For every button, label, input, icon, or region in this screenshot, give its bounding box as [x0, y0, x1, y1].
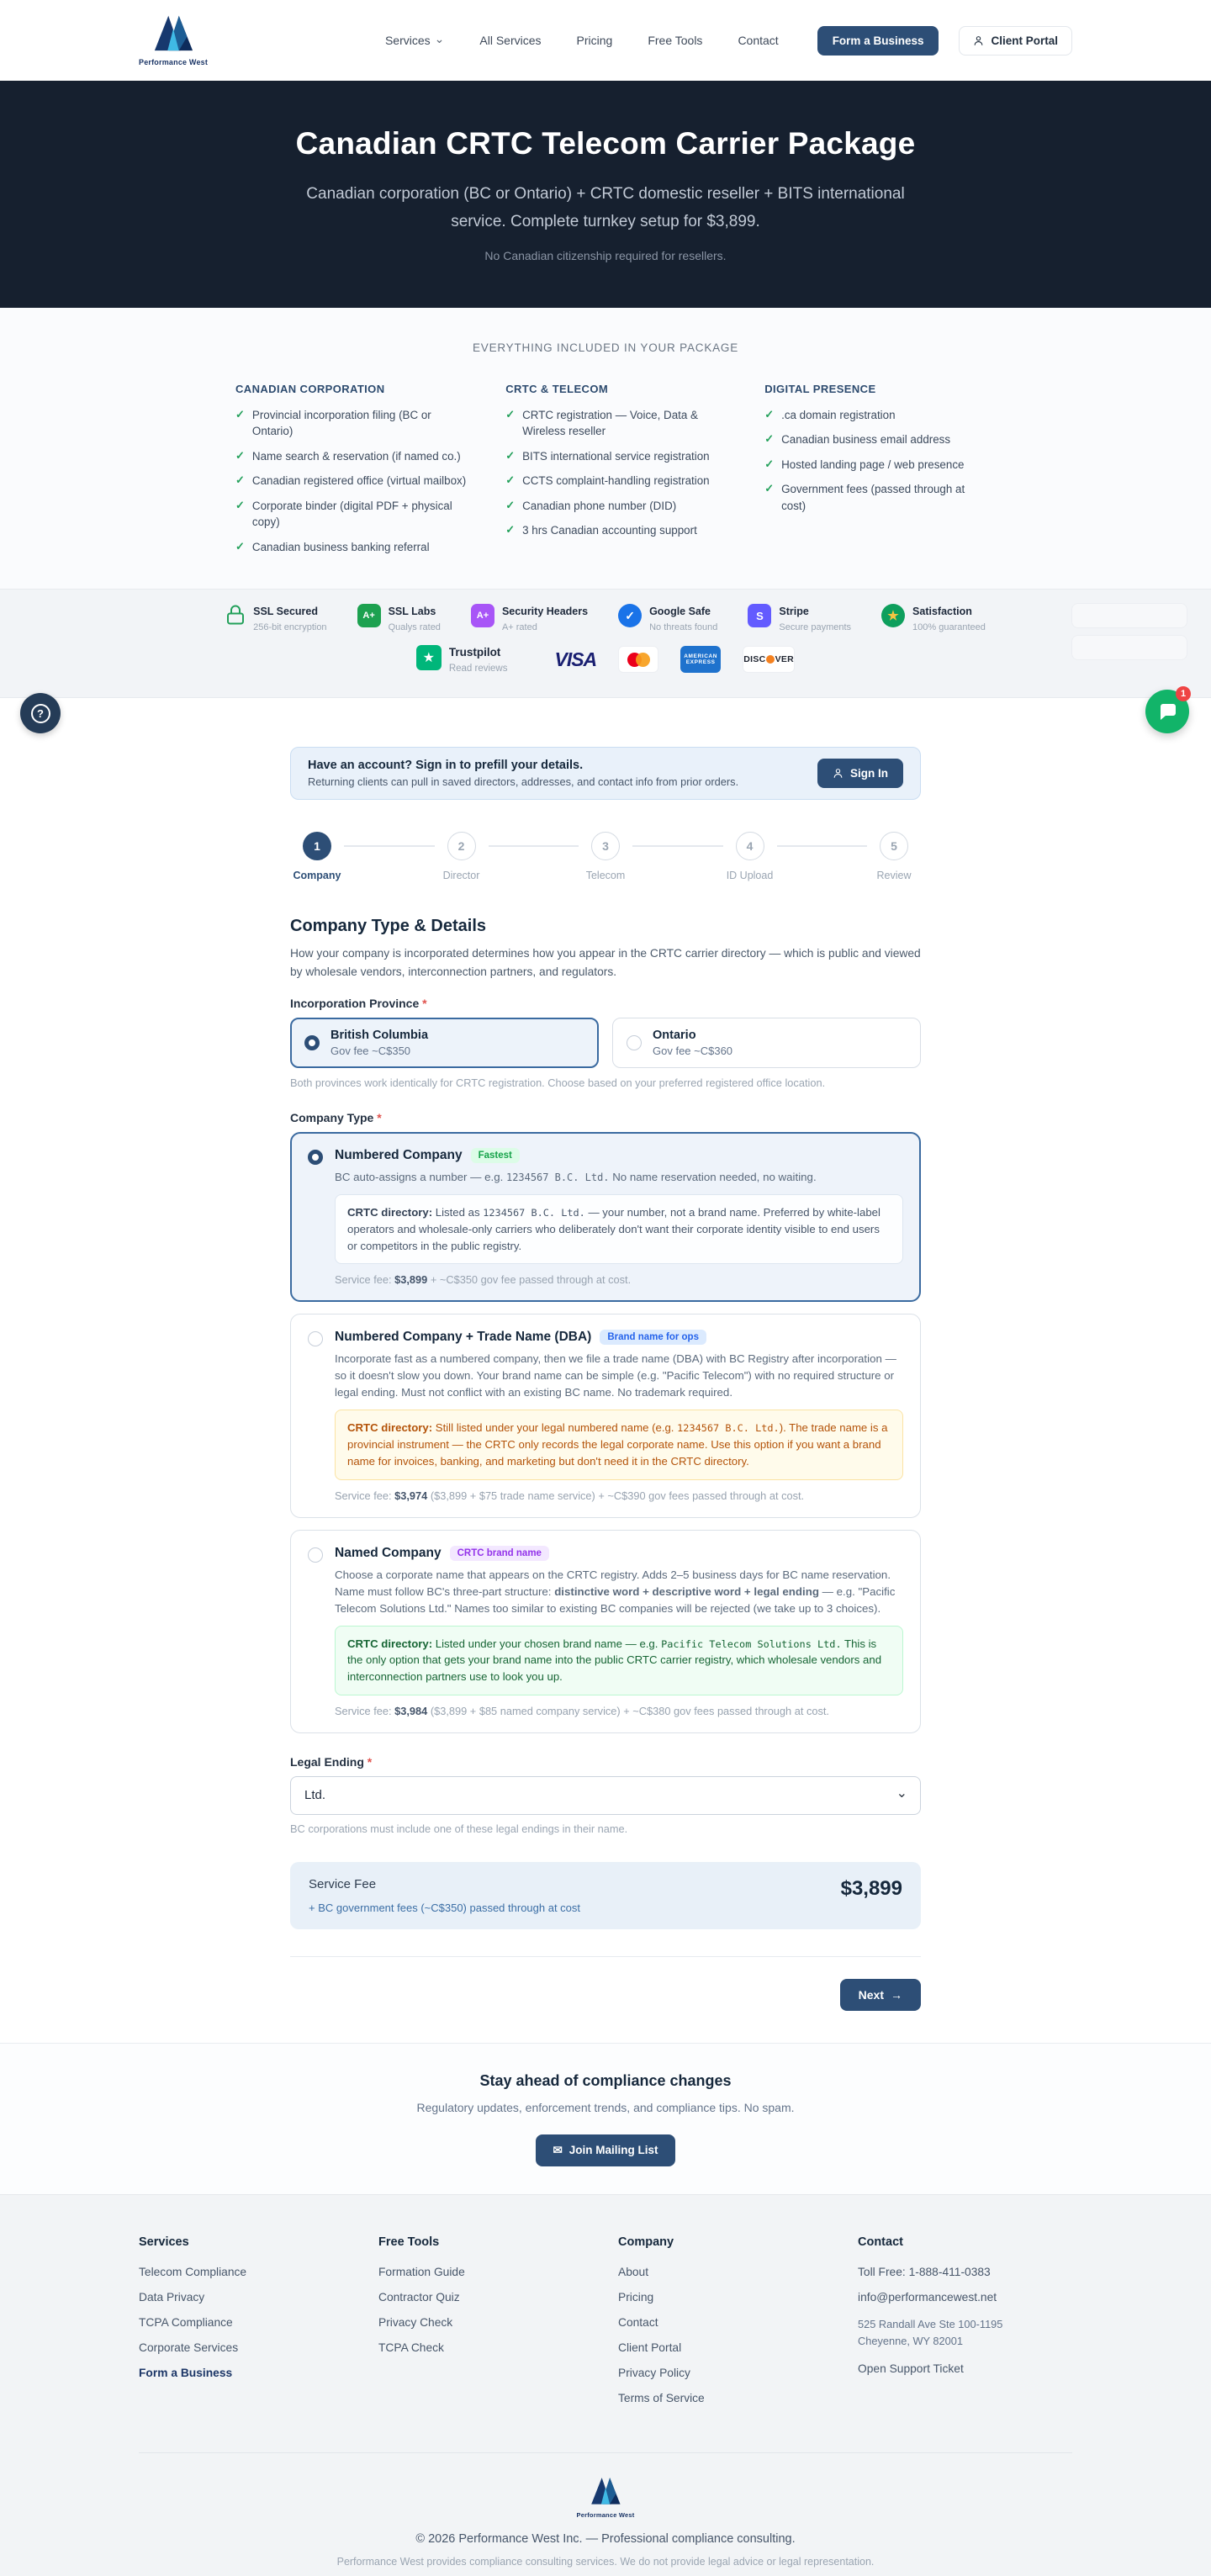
radio-selected[interactable]	[304, 1035, 320, 1050]
check-icon: ✓	[505, 408, 516, 421]
check-icon: ✓	[764, 457, 775, 470]
check-icon: ✓	[505, 473, 516, 487]
footer-link[interactable]: Privacy Check	[378, 2315, 453, 2329]
legal-ending-help: BC corporations must include one of these legal endings in their name.	[290, 1822, 628, 1835]
step-company[interactable]: 1 Company	[290, 832, 344, 881]
check-icon: ✓	[235, 408, 245, 421]
client-portal-button[interactable]: Client Portal	[959, 26, 1072, 56]
option-description: Incorporate fast as a numbered company, then we file a trade name (DBA) with BC Registry after incorporation — so it doesn't slow you down. Your brand name can be simple (e.g. "Pacific Telecom") with no required structure or legal ending. Must not conflict with an existing BC name. No trademark required.	[335, 1352, 896, 1399]
mail-icon: ✉	[553, 2143, 563, 2156]
column-heading: CANADIAN CORPORATION	[235, 383, 385, 395]
next-button[interactable]: Next →	[840, 1979, 921, 2011]
column-heading: DIGITAL PRESENCE	[764, 383, 876, 395]
service-fee-line: Service fee: $3,899 + ~C$350 gov fee passed through at cost.	[335, 1273, 632, 1287]
list-item: ✓ Canadian business email address	[764, 431, 976, 447]
check-icon: ✓	[235, 539, 245, 553]
service-fee-note: + BC government fees (~C$350) passed through at cost	[309, 1901, 581, 1914]
radio-unselected[interactable]	[627, 1035, 642, 1050]
list-item: ✓ Corporate binder (digital PDF + physical copy)	[235, 498, 468, 531]
list-item: ✓ 3 hrs Canadian accounting support	[505, 522, 727, 538]
service-fee-line: Service fee: $3,974 ($3,899 + $75 trade name service) + ~C$390 gov fees passed through at cost.	[335, 1489, 805, 1502]
nav-all-services[interactable]: All Services	[479, 34, 542, 47]
signin-subtitle: Returning clients can pull in saved directors, addresses, and contact info from prior orders.	[308, 775, 739, 788]
trustpilot-star-icon: ★	[416, 645, 442, 670]
step-director[interactable]: 2 Director	[435, 832, 489, 881]
included-section	[0, 308, 1211, 589]
radio-unselected[interactable]	[308, 1547, 323, 1563]
person-icon	[833, 768, 843, 779]
list-item: ✓ Hosted landing page / web presence	[764, 457, 976, 473]
form-a-business-button[interactable]: Form a Business	[817, 26, 939, 56]
stripe-icon: S	[748, 604, 771, 627]
footer-logo	[577, 2477, 635, 2519]
footer-phone[interactable]: Toll Free: 1-888-411-0383	[858, 2265, 991, 2278]
included-column-telecom	[505, 383, 727, 563]
sign-in-button[interactable]: Sign In	[817, 759, 903, 788]
column-heading: CRTC & TELECOM	[505, 383, 609, 395]
placeholder-badge	[1071, 603, 1187, 628]
included-column-corporation	[235, 383, 468, 563]
province-option-ontario[interactable]: Ontario Gov fee ~C$360	[612, 1018, 921, 1068]
person-icon	[973, 35, 984, 46]
step-connector	[344, 845, 435, 847]
legal-ending-select[interactable]	[290, 1776, 921, 1815]
required-asterisk: *	[367, 1754, 373, 1769]
footer-link[interactable]: TCPA Compliance	[139, 2315, 233, 2329]
footer-link[interactable]: About	[618, 2265, 649, 2278]
footer-link[interactable]: Contact	[618, 2315, 658, 2329]
brand-name-badge: Brand name for ops	[600, 1330, 706, 1345]
hero-subtitle: Canadian corporation (BC or Ontario) + CRTC domestic reseller + BITS international service. Complete turnkey setup for $3,899.	[306, 184, 905, 230]
step-review[interactable]: 5 Review	[867, 832, 921, 881]
footer-link-form-a-business[interactable]: Form a Business	[139, 2366, 233, 2379]
badge-security-headers: A+ Security Headers A+ rated	[471, 604, 588, 632]
help-button[interactable]	[20, 693, 61, 733]
province-help: Both provinces work identically for CRTC registration. Choose based on your preferred registered office location.	[290, 1076, 826, 1090]
discover-circle-icon	[766, 655, 775, 664]
fastest-badge: Fastest	[471, 1148, 520, 1163]
badge-google-safe: ✓ Google Safe No threats found	[618, 604, 717, 632]
amex-logo: AMERICAN EXPRESS	[680, 646, 721, 673]
required-asterisk: *	[422, 997, 427, 1011]
newsletter-subtitle: Regulatory updates, enforcement trends, and compliance tips. No spam.	[416, 2100, 795, 2114]
mountain-logo-icon	[590, 2477, 621, 2509]
footer-link[interactable]: Corporate Services	[139, 2341, 239, 2354]
footer-support-ticket[interactable]: Open Support Ticket	[858, 2362, 964, 2375]
divider	[290, 1956, 921, 1957]
step-connector	[489, 845, 579, 847]
option-title: Numbered Company + Trade Name (DBA)	[335, 1330, 592, 1345]
trustpilot-widget[interactable]: ★ Trustpilot Read reviews	[416, 645, 508, 674]
copyright: © 2026 Performance West Inc. — Professional compliance consulting.	[415, 2531, 796, 2546]
nav-free-tools[interactable]: Free Tools	[648, 34, 703, 47]
included-column-digital	[764, 383, 976, 563]
check-icon: ✓	[764, 408, 775, 421]
footer-column-contact: Contact Toll Free: 1-888-411-0383 info@performancewest.net 525 Randall Ave Ste 100-1195 Cheyenne, WY 82001 Open Support Ticket	[858, 2235, 1072, 2417]
footer-link[interactable]: Client Portal	[618, 2341, 682, 2354]
badge-satisfaction: ★ Satisfaction 100% guaranteed	[881, 604, 986, 632]
footer-column-free-tools: Free Tools Formation Guide Contractor Quiz Privacy Check TCPA Check	[378, 2235, 593, 2417]
service-fee-line: Service fee: $3,984 ($3,899 + $85 named company service) + ~C$380 gov fees passed through at cost.	[335, 1704, 829, 1717]
list-item: ✓ Provincial incorporation filing (BC or Ontario)	[235, 407, 468, 440]
mountain-logo-icon	[152, 14, 194, 56]
footer-link[interactable]: Formation Guide	[378, 2265, 465, 2278]
option-title: Numbered Company	[335, 1148, 463, 1163]
badge-ssl-labs: A+ SSL Labs Qualys rated	[357, 604, 441, 632]
step-telecom[interactable]: 3 Telecom	[579, 832, 632, 881]
nav-pricing[interactable]: Pricing	[576, 34, 613, 47]
chat-button[interactable]	[1145, 690, 1189, 733]
check-icon: ✓	[505, 448, 516, 462]
step-id-upload[interactable]: 4 ID Upload	[723, 832, 777, 881]
signin-banner	[290, 747, 921, 800]
radio-unselected[interactable]	[308, 1331, 323, 1346]
disclaimer: Performance West provides compliance consulting services. We do not provide legal advice or legal representation.	[336, 2555, 875, 2568]
grade-a-plus-icon: A+	[471, 604, 494, 627]
legal-ending-label: Legal Ending *	[290, 1754, 373, 1769]
chevron-down-icon: ⌄	[896, 1785, 907, 1801]
brand-logo[interactable]	[139, 14, 208, 66]
check-icon: ✓	[764, 482, 775, 495]
arrow-right-icon: →	[891, 1987, 902, 2002]
brand-name: Performance West	[576, 2510, 635, 2519]
service-fee-summary	[290, 1862, 921, 1929]
form-title: Company Type & Details	[290, 917, 487, 935]
list-item: ✓ CCTS complaint-handling registration	[505, 473, 727, 489]
footer-link[interactable]: Pricing	[618, 2290, 654, 2304]
header	[0, 0, 1211, 81]
province-label: Incorporation Province *	[290, 997, 427, 1011]
chat-bubble-icon	[1157, 701, 1177, 722]
page-title: Canadian CRTC Telecom Carrier Package	[295, 125, 916, 161]
footer-link[interactable]: Telecom Compliance	[139, 2265, 247, 2278]
service-fee-amount: $3,899	[840, 1876, 902, 1900]
province-option-bc[interactable]: British Columbia Gov fee ~C$350	[290, 1018, 599, 1068]
included-title: EVERYTHING INCLUDED IN YOUR PACKAGE	[472, 341, 739, 354]
nav-contact[interactable]: Contact	[738, 34, 779, 47]
step-connector	[777, 845, 868, 847]
list-item: ✓ .ca domain registration	[764, 407, 976, 423]
hero-note: No Canadian citizenship required for resellers.	[484, 249, 727, 263]
company-type-option-named[interactable]	[290, 1530, 921, 1733]
list-item: ✓ Canadian phone number (DID)	[505, 498, 727, 514]
list-item: ✓ Canadian registered office (virtual mailbox)	[235, 473, 468, 489]
step-connector	[632, 845, 723, 847]
option-title: Named Company	[335, 1545, 442, 1560]
list-item: ✓ BITS international service registration	[505, 448, 727, 464]
check-icon: ✓	[764, 432, 775, 446]
list-item: ✓ Canadian business banking referral	[235, 539, 468, 555]
main-content	[0, 698, 1211, 2043]
footer-link[interactable]: Data Privacy	[139, 2290, 205, 2304]
check-icon: ✓	[235, 448, 245, 462]
question-icon: ?	[31, 704, 50, 723]
check-icon: ✓	[235, 473, 245, 487]
footer-link[interactable]: Terms of Service	[618, 2391, 705, 2404]
crtc-directory-note: CRTC directory: Listed as 1234567 B.C. Ltd. — your number, not a brand name. Preferred by white-label operators and wholesale-only carriers who deliberately don't want their corporate identity visible to end users or competitors in the public registry.	[335, 1194, 903, 1264]
crtc-directory-note: CRTC directory: Still listed under your legal numbered name (e.g. 1234567 B.C. Ltd.). The trade name is a provincial instrument — the CRTC only records the legal corporate name. Use this option if you want a brand name for invoices, banking, and marketing but don't need it in the CRTC directory.	[335, 1410, 903, 1479]
list-item: ✓ Name search & reservation (if named co.)	[235, 448, 468, 464]
check-icon: ✓	[505, 523, 516, 537]
newsletter-section	[0, 2043, 1211, 2194]
badge-ssl-secured: SSL Secured 256-bit encryption	[225, 604, 326, 632]
nav-services[interactable]: Services ⌄	[384, 32, 445, 47]
grade-a-plus-icon: A+	[357, 604, 381, 627]
option-description: BC auto-assigns a number — e.g. 1234567 B.C. Ltd. No name reservation needed, no waiting.	[335, 1171, 817, 1184]
hero-section	[0, 81, 1211, 308]
footer-email[interactable]: info@performancewest.net	[858, 2290, 997, 2304]
list-item: ✓ CRTC registration — Voice, Data & Wireless reseller	[505, 407, 727, 440]
mastercard-logo	[618, 646, 658, 673]
company-type-option-dba[interactable]	[290, 1314, 921, 1517]
required-asterisk: *	[377, 1111, 382, 1125]
crtc-directory-note: CRTC directory: Listed under your chosen brand name — e.g. Pacific Telecom Solutions Ltd. This is the only option that gets your brand name into the public CRTC carrier registry, which wholesale vendors and interconnection partners use to look you up.	[335, 1626, 903, 1695]
notification-badge: 1	[1176, 686, 1191, 701]
footer-link[interactable]: TCPA Check	[378, 2341, 444, 2354]
signin-title: Have an account? Sign in to prefill your details.	[308, 759, 584, 772]
company-type-label: Company Type *	[290, 1111, 382, 1125]
check-icon: ✓	[505, 498, 516, 511]
service-fee-label: Service Fee	[309, 1876, 377, 1891]
placeholder-badge	[1071, 635, 1187, 660]
main-nav	[385, 34, 779, 47]
form-intro: How your company is incorporated determines how you appear in the CRTC carrier directory — which is public and viewed by wholesale vendors, interconnection partners, and regulators.	[290, 947, 921, 979]
star-icon: ★	[881, 604, 905, 627]
footer	[0, 2194, 1211, 2576]
badge-stripe: S Stripe Secure payments	[748, 604, 851, 632]
footer-address: 525 Randall Ave Ste 100-1195 Cheyenne, WY 82001	[858, 2317, 1003, 2347]
footer-link[interactable]: Contractor Quiz	[378, 2290, 460, 2304]
option-description: Choose a corporate name that appears on the CRTC registry. Adds 2–5 business days for BC name reservation. Name must follow BC's three-part structure: distinctive word + descriptive word + legal ending — e.g. "Pacific Telecom Solutions Ltd." Names too similar to existing BC companies will be rejected (we take up to 3 choices).	[335, 1568, 896, 1615]
padlock-icon	[225, 604, 246, 631]
discover-logo: DISC VER	[743, 646, 795, 673]
footer-link[interactable]: Privacy Policy	[618, 2366, 690, 2379]
newsletter-title: Stay ahead of compliance changes	[479, 2071, 732, 2089]
progress-stepper	[290, 832, 921, 881]
visa-logo: VISA	[554, 648, 597, 670]
join-mailing-list-button[interactable]: ✉ Join Mailing List	[536, 2134, 674, 2166]
company-type-option-numbered[interactable]	[290, 1132, 921, 1302]
list-item: ✓ Government fees (passed through at cost)	[764, 481, 976, 514]
footer-column-services: Services Telecom Compliance Data Privacy TCPA Compliance Corporate Services Form a Business	[139, 2235, 353, 2417]
check-circle-icon: ✓	[618, 604, 642, 627]
radio-selected[interactable]	[308, 1150, 323, 1165]
trust-strip	[0, 589, 1211, 698]
check-icon: ✓	[235, 498, 245, 511]
brand-name: Performance West	[139, 58, 209, 66]
footer-column-company: Company About Pricing Contact Client Portal Privacy Policy Terms of Service	[618, 2235, 833, 2417]
crtc-brand-badge: CRTC brand name	[450, 1546, 549, 1561]
